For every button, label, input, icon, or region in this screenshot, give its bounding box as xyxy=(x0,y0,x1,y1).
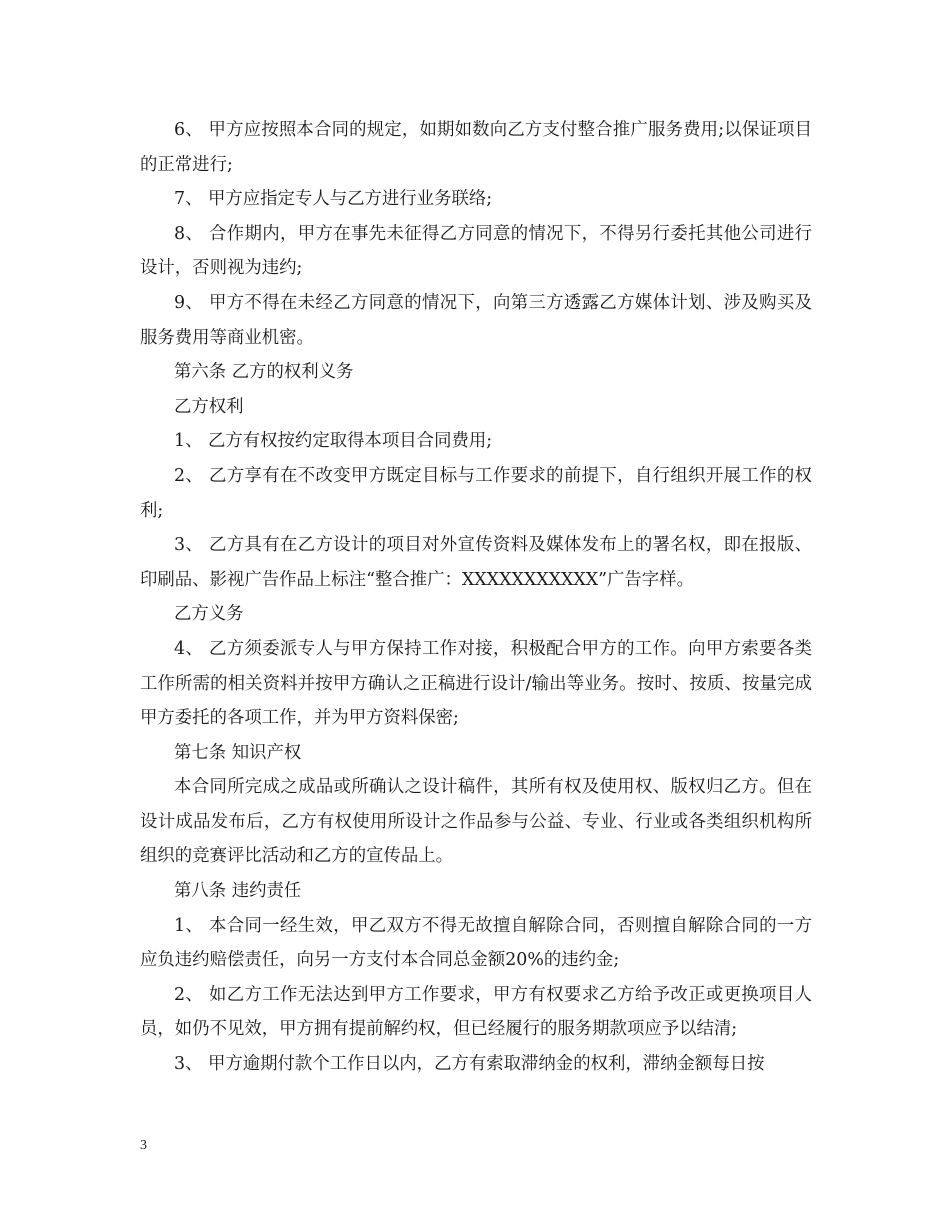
subsection-heading: 乙方权利 xyxy=(174,396,244,417)
section-heading: 第八条 违约责任 xyxy=(174,881,302,902)
clause-paragraph: 6、 甲方应按照本合同的规定，如期如数向乙方支付整合推广服务费用;以保证项目的正常进行; xyxy=(140,120,812,175)
clause-paragraph: 3、 乙方具有在乙方设计的项目对外宣传资料及媒体发布上的署名权，即在报版、印刷品、影视广告作品上标注“整合推广：XXXXXXXXXXX”广告字样。 xyxy=(140,535,812,590)
subsection-heading: 乙方义务 xyxy=(174,604,244,625)
clause-paragraph: 本合同所完成之成品或所确认之设计稿件，其所有权及使用权、版权归乙方。但在设计成品发布后，乙方有权使用所设计之作品参与公益、专业、行业或各类组织机构所组织的竞赛评比活动和乙方的宣传品上。 xyxy=(140,777,812,867)
clause-paragraph: 4、 乙方须委派专人与甲方保持工作对接，积极配合甲方的工作。向甲方索要各类工作所需的相关资料并按甲方确认之正稿进行设计/输出等业务。按时、按质、按量完成甲方委托的各项工作，并为甲方资料保密; xyxy=(140,638,812,729)
clause-paragraph: 8、 合作期内，甲方在事先未征得乙方同意的情况下，不得另行委托其他公司进行设计，否则视为违约; xyxy=(140,223,812,279)
section-heading: 第六条 乙方的权利义务 xyxy=(174,362,354,383)
document-body xyxy=(140,113,812,1082)
clause-paragraph: 7、 甲方应指定专人与乙方进行业务联络; xyxy=(174,189,493,210)
clause-paragraph: 2、 乙方享有在不改变甲方既定目标与工作要求的前提下，自行组织开展工作的权利; xyxy=(140,465,812,521)
section-heading: 第七条 知识产权 xyxy=(174,742,302,763)
clause-paragraph: 1、 乙方有权按约定取得本项目合同费用; xyxy=(174,431,493,452)
clause-paragraph: 2、 如乙方工作无法达到甲方工作要求，甲方有权要求乙方给予改正或更换项目人员，如仍不见效，甲方拥有提前解约权，但已经履行的服务期款项应予以结清; xyxy=(140,984,812,1040)
clause-paragraph: 3、 甲方逾期付款个工作日以内，乙方有索取滞纳金的权利，滞纳金额每日按 xyxy=(174,1054,765,1075)
page-number: 3 xyxy=(140,1138,147,1153)
clause-paragraph: 1、 本合同一经生效，甲乙双方不得无故擅自解除合同，否则擅自解除合同的一方应负违约赔偿责任，向另一方支付本合同总金额20%的违约金; xyxy=(140,915,812,971)
clause-paragraph: 9、 甲方不得在未经乙方同意的情况下，向第三方透露乙方媒体计划、涉及购买及服务费用等商业机密。 xyxy=(140,292,812,348)
